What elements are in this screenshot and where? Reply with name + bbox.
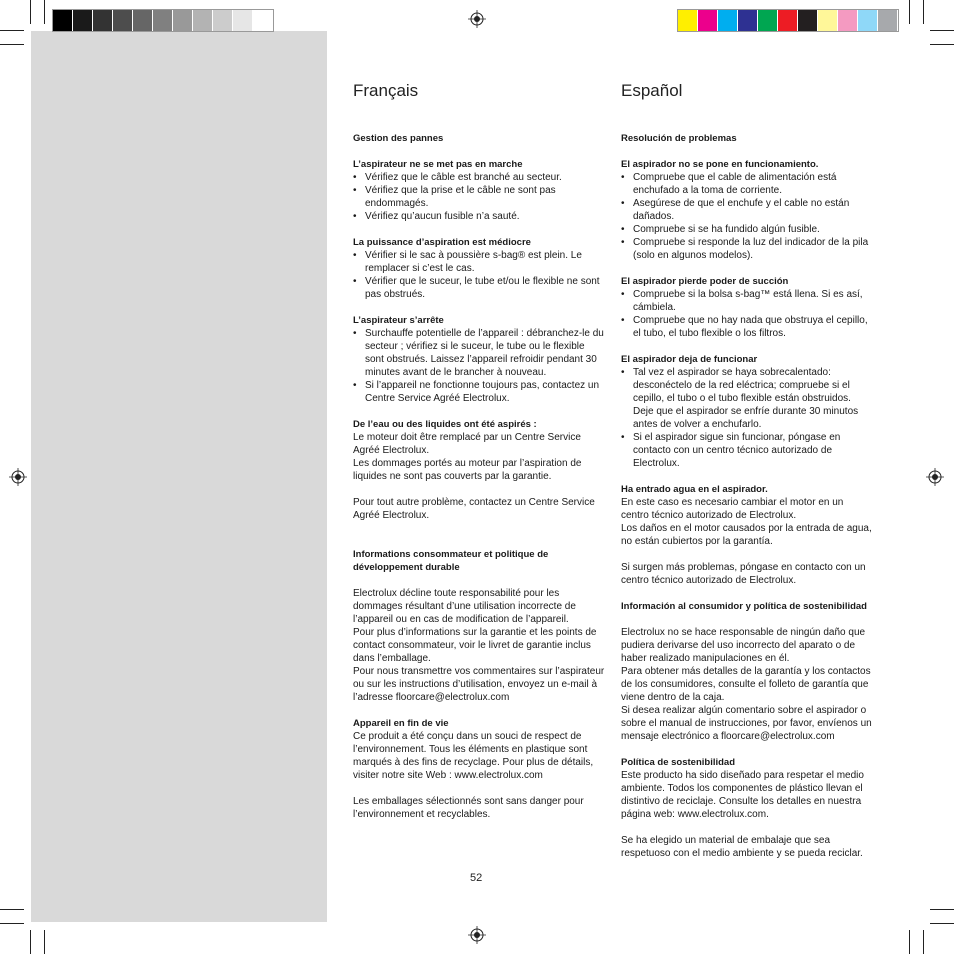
es-suction-heading: El aspirador pierde poder de succión (621, 276, 789, 287)
gray-swatch (93, 10, 113, 31)
color-calibration-bar (677, 9, 899, 32)
registration-mark-bottom (468, 926, 486, 944)
fr-end-of-life-p1: Ce produit a été conçu dans un souci de respect de l’environnement. Tous les éléments en plastique sont marqués à des fins de recyclage. Pour plus de détails, visiter notre site Web : www.electrolux.com (353, 731, 594, 781)
fr-consumer-p2: Pour plus d’informations sur la garantie et les points de contact consommateur, voir le livret de garantie inclus dans l’emballage. (353, 627, 597, 664)
list-item: • Asegúrese de que el enchufe y el cable no están dañados. (621, 197, 873, 223)
list-item: • Vérifier si le sac à poussière s-bag® est plein. Le remplacer si c’est le cas. (353, 249, 605, 275)
es-consumer-p3: Si desea realizar algún comentario sobre el aspirador o sobre el manual de instrucciones, por favor, envíenos un mensaje electrónico a floorcare@electrolux.com (621, 705, 872, 742)
es-troubleshooting-heading: Resolución de problemas (621, 133, 737, 144)
es-water-p2: Los daños en el motor causados por la entrada de agua, no están cubiertos por la garantía. (621, 523, 872, 547)
list-item: • Vérifiez que le câble est branché au secteur. (353, 171, 605, 184)
fr-troubleshooting-heading: Gestion des pannes (353, 133, 444, 144)
gray-swatch (173, 10, 193, 31)
fr-consumer-heading: Informations consommateur et politique de développement durable (353, 549, 549, 573)
color-swatch (738, 10, 758, 31)
gray-swatch (53, 10, 73, 31)
es-sustainability-heading: Política de sostenibilidad (621, 757, 736, 768)
es-sustainability-p2: Se ha elegido un material de embalaje que sea respetuoso con el medio ambiente y se pueda reciclar. (621, 835, 863, 859)
fr-no-start-list (353, 171, 605, 223)
list-item: • Compruebe si responde la luz del indicador de la pila (solo en algunos modelos). (621, 236, 873, 262)
es-no-start-list (621, 171, 873, 262)
es-stops-heading: El aspirador deja de funcionar (621, 354, 758, 365)
fr-consumer-p3: Pour nous transmettre vos commentaires sur l’aspirateur ou sur les instructions d’utilisation, envoyez un e-mail à l’adresse floorcare@electrolux.com (353, 666, 605, 703)
color-swatch (698, 10, 718, 31)
es-stops-list (621, 366, 873, 470)
gray-swatch (213, 10, 233, 31)
list-item: • Compruebe que no hay nada que obstruya el cepillo, el tubo, el tubo flexible o los filtros. (621, 314, 873, 340)
list-item: • Vérifiez qu’aucun fusible n’a sauté. (353, 210, 605, 223)
color-swatch (778, 10, 798, 31)
es-water-heading: Ha entrado agua en el aspirador. (621, 484, 768, 495)
color-swatch (858, 10, 878, 31)
es-sustainability-p1: Este producto ha sido diseñado para respetar el medio ambiente. Todos los componentes de plástico llevan el distintivo de reciclaje. Consulte los detalles en nuestra página web: www.electrolux.com. (621, 770, 864, 820)
fr-water-p1: Le moteur doit être remplacé par un Centre Service Agréé Electrolux. (353, 432, 581, 456)
spanish-title: Español (621, 81, 683, 100)
color-swatch (718, 10, 738, 31)
french-title: Français (353, 81, 419, 100)
registration-mark-right (926, 468, 944, 486)
registration-mark-left (9, 468, 27, 486)
fr-end-of-life-p2: Les emballages sélectionnés sont sans danger pour l’environnement et recyclables. (353, 796, 584, 820)
fr-suction-list (353, 249, 605, 301)
es-suction-list (621, 288, 873, 340)
french-column (353, 80, 605, 821)
gray-swatch (113, 10, 133, 31)
es-water-p1: En este caso es necesario cambiar el motor en un centro técnico autorizado de Electrolux. (621, 497, 844, 521)
gray-swatch (73, 10, 93, 31)
list-item: • Tal vez el aspirador se haya sobrecalentado: desconéctelo de la red eléctrica; compruebe si el cepillo, el tubo o el tubo flexible están obstruidos. Deje que el aspirador se enfríe durante 30 minutos antes de volver a enchufarlo. (621, 366, 873, 431)
color-swatch (818, 10, 838, 31)
fr-water-heading: De l’eau ou des liquides ont été aspirés : (353, 419, 537, 430)
color-swatch (798, 10, 818, 31)
gray-swatch (253, 10, 273, 31)
list-item: • Vérifier que le suceur, le tube et/ou le flexible ne sont pas obstrués. (353, 275, 605, 301)
list-item: • Si el aspirador sigue sin funcionar, póngase en contacto con un centro técnico autorizado de Electrolux. (621, 431, 873, 470)
page-number: 52 (470, 872, 483, 884)
registration-mark-top (468, 10, 486, 28)
gray-swatch (153, 10, 173, 31)
color-swatch (758, 10, 778, 31)
es-consumer-p2: Para obtener más detalles de la garantía y los contactos de los consumidores, consulte el folleto de garantía que viene dentro de la caja. (621, 666, 871, 703)
list-item: • Surchauffe potentielle de l’appareil : débranchez-le du secteur ; vérifiez si le suceur, le tube ou le flexible sont obstrués. Laissez l’appareil refroidir pendant 30 minutes avant de le brancher à nouveau. (353, 327, 605, 379)
es-no-start-heading: El aspirador no se pone en funcionamiento. (621, 159, 819, 170)
fr-other-problem: Pour tout autre problème, contactez un Centre Service Agréé Electrolux. (353, 497, 595, 521)
es-consumer-p1: Electrolux no se hace responsable de ningún daño que pudiera derivarse del uso incorrecto del aparato o de haber realizado manipulaciones en él. (621, 627, 866, 664)
gray-swatch (193, 10, 213, 31)
gray-side-panel (31, 31, 327, 922)
color-swatch (838, 10, 858, 31)
list-item: • Vérifiez que la prise et le câble ne sont pas endommagés. (353, 184, 605, 210)
grayscale-calibration-bar (52, 9, 274, 32)
fr-stops-heading: L’aspirateur s’arrête (353, 315, 444, 326)
fr-suction-heading: La puissance d’aspiration est médiocre (353, 237, 531, 248)
list-item: • Si l’appareil ne fonctionne toujours pas, contactez un Centre Service Agréé Electrolux. (353, 379, 605, 405)
fr-consumer-p1: Electrolux décline toute responsabilité pour les dommages résultant d’une utilisation incorrecte de l’appareil ou en cas de modification de l’appareil. (353, 588, 576, 625)
list-item: • Compruebe que el cable de alimentación está enchufado a la toma de corriente. (621, 171, 873, 197)
color-swatch (678, 10, 698, 31)
gray-swatch (133, 10, 153, 31)
color-swatch (878, 10, 898, 31)
es-consumer-heading: Información al consumidor y política de sostenibilidad (621, 601, 867, 612)
spanish-column (621, 80, 873, 860)
fr-water-p2: Les dommages portés au moteur par l’aspiration de liquides ne sont pas couverts par la garantie. (353, 458, 582, 482)
list-item: • Compruebe si la bolsa s-bag™ está llena. Si es así, cámbiela. (621, 288, 873, 314)
list-item: • Compruebe si se ha fundido algún fusible. (621, 223, 873, 236)
fr-no-start-heading: L’aspirateur ne se met pas en marche (353, 159, 523, 170)
fr-stops-list (353, 327, 605, 405)
gray-swatch (233, 10, 253, 31)
fr-end-of-life-heading: Appareil en fin de vie (353, 718, 449, 729)
es-other-problem: Si surgen más problemas, póngase en contacto con un centro técnico autorizado de Electrolux. (621, 562, 866, 586)
